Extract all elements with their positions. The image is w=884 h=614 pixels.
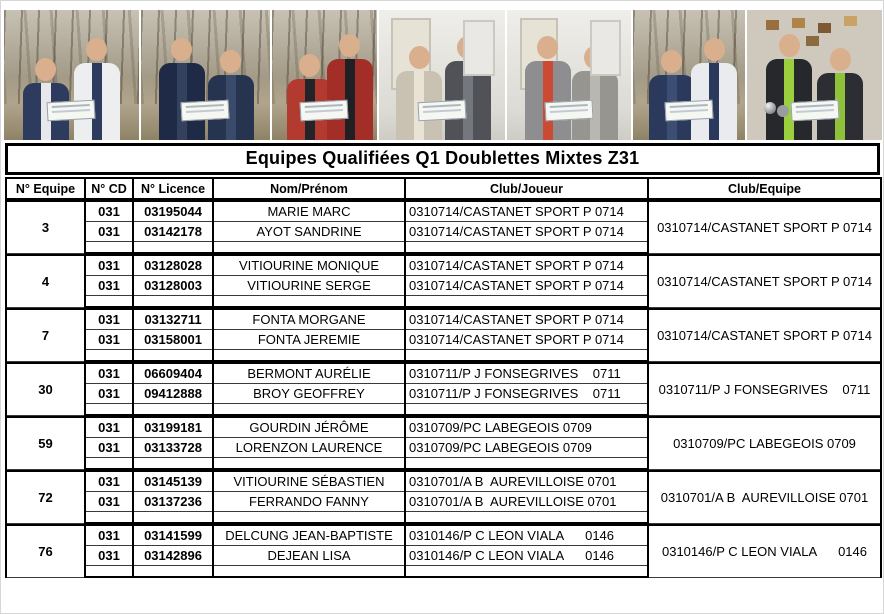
person-head	[661, 50, 682, 73]
team-number-cell: 4	[6, 255, 85, 307]
team-club-cell: 0310146/P C LEON VIALA 0146	[648, 525, 881, 577]
player-name-cell: FONTA JEREMIE	[213, 330, 405, 350]
player-club-cell: 0310146/P C LEON VIALA 0146	[405, 525, 648, 546]
photo-winners-6	[633, 10, 746, 140]
document-title: Equipes Qualifiées Q1 Doublettes Mixtes Z31	[5, 143, 880, 175]
player-row	[6, 525, 881, 546]
photo-winners-3	[272, 10, 377, 140]
empty-cell	[85, 566, 133, 578]
player-licence-cell: 03142178	[133, 222, 213, 242]
photo-winners-5	[507, 10, 631, 140]
player-cd-cell: 031	[85, 525, 133, 546]
player-row	[6, 363, 881, 384]
empty-cell	[213, 404, 405, 416]
team-number-cell: 72	[6, 471, 85, 523]
player-cd-cell: 031	[85, 309, 133, 330]
empty-cell	[405, 512, 648, 524]
photo-winners-2	[141, 10, 271, 140]
person-head	[584, 46, 605, 69]
empty-cell	[405, 296, 648, 308]
player-cd-cell: 031	[85, 276, 133, 296]
player-name-cell: LORENZON LAURENCE	[213, 438, 405, 458]
prize-cheque	[181, 100, 230, 121]
player-cd-cell: 031	[85, 363, 133, 384]
player-name-cell: AYOT SANDRINE	[213, 222, 405, 242]
empty-cell	[213, 512, 405, 524]
player-row	[6, 309, 881, 330]
player-club-cell: 0310701/A B AUREVILLOISE 0701	[405, 471, 648, 492]
player-licence-cell: 03128003	[133, 276, 213, 296]
player-licence-cell: 03142896	[133, 546, 213, 566]
player-name-cell: BROY GEOFFREY	[213, 384, 405, 404]
empty-cell	[133, 458, 213, 470]
photo-winners-7	[747, 10, 882, 140]
team-block	[5, 470, 882, 524]
player-club-cell: 0310711/P J FONSEGRIVES 0711	[405, 363, 648, 384]
person-silhouette-left	[649, 50, 695, 140]
person-silhouette-right	[817, 48, 863, 140]
person-silhouette-left	[766, 34, 812, 140]
player-club-cell: 0310146/P C LEON VIALA 0146	[405, 546, 648, 566]
player-licence-cell: 06609404	[133, 363, 213, 384]
empty-cell	[133, 350, 213, 362]
petanque-boules	[764, 102, 776, 114]
player-licence-cell: 03158001	[133, 330, 213, 350]
team-club-cell: 0310701/A B AUREVILLOISE 0701	[648, 471, 881, 523]
person-head	[86, 38, 107, 61]
person-head	[409, 46, 430, 69]
empty-cell	[405, 242, 648, 254]
player-licence-cell: 03132711	[133, 309, 213, 330]
person-head	[704, 38, 725, 61]
empty-cell	[213, 566, 405, 578]
person-silhouette-right	[691, 38, 737, 140]
empty-cell	[213, 242, 405, 254]
player-licence-cell: 03199181	[133, 417, 213, 438]
empty-cell	[213, 458, 405, 470]
team-club-cell: 0310714/CASTANET SPORT P 0714	[648, 201, 881, 253]
player-licence-cell: 03128028	[133, 255, 213, 276]
prize-cheque	[418, 100, 467, 121]
player-cd-cell: 031	[85, 417, 133, 438]
person-head	[171, 38, 192, 61]
player-cd-cell: 031	[85, 546, 133, 566]
empty-cell	[85, 242, 133, 254]
table-header-row	[5, 177, 882, 200]
empty-cell	[405, 458, 648, 470]
person-head	[339, 34, 360, 57]
player-name-cell: VITIOURINE MONIQUE	[213, 255, 405, 276]
player-cd-cell: 031	[85, 255, 133, 276]
player-licence-cell: 03195044	[133, 201, 213, 222]
player-club-cell: 0310714/CASTANET SPORT P 0714	[405, 276, 648, 296]
player-cd-cell: 031	[85, 222, 133, 242]
person-head	[220, 50, 241, 73]
person-silhouette-right	[74, 38, 120, 140]
person-silhouette-right	[327, 34, 373, 140]
person-silhouette-left	[159, 38, 205, 140]
player-club-cell: 0310714/CASTANET SPORT P 0714	[405, 201, 648, 222]
empty-cell	[85, 458, 133, 470]
player-club-cell: 0310709/PC LABEGEOIS 0709	[405, 438, 648, 458]
header-licence-number: N° Licence	[133, 178, 213, 199]
player-club-cell: 0310711/P J FONSEGRIVES 0711	[405, 384, 648, 404]
empty-cell	[133, 512, 213, 524]
photo-strip	[4, 10, 882, 140]
photo-winners-1	[4, 10, 139, 140]
prize-cheque	[790, 100, 839, 121]
person-silhouette-left	[23, 58, 69, 140]
team-number-cell: 59	[6, 417, 85, 469]
team-number-cell: 76	[6, 525, 85, 577]
team-block	[5, 362, 882, 416]
team-club-cell: 0310714/CASTANET SPORT P 0714	[648, 309, 881, 361]
player-club-cell: 0310714/CASTANET SPORT P 0714	[405, 255, 648, 276]
player-name-cell: VITIOURINE SERGE	[213, 276, 405, 296]
player-name-cell: FERRANDO FANNY	[213, 492, 405, 512]
prize-cheque	[300, 100, 349, 121]
team-block	[5, 254, 882, 308]
player-club-cell: 0310714/CASTANET SPORT P 0714	[405, 309, 648, 330]
player-row	[6, 255, 881, 276]
empty-cell	[405, 566, 648, 578]
player-row	[6, 471, 881, 492]
player-licence-cell: 09412888	[133, 384, 213, 404]
person-silhouette-right	[208, 50, 254, 140]
team-number-cell: 3	[6, 201, 85, 253]
team-club-cell: 0310714/CASTANET SPORT P 0714	[648, 255, 881, 307]
person-silhouette-left	[396, 46, 442, 140]
person-head	[299, 54, 320, 77]
person-head	[35, 58, 56, 81]
player-licence-cell: 03137236	[133, 492, 213, 512]
person-silhouette-right	[445, 36, 491, 140]
team-club-cell: 0310711/P J FONSEGRIVES 0711	[648, 363, 881, 415]
player-name-cell: DELCUNG JEAN-BAPTISTE	[213, 525, 405, 546]
team-block	[5, 524, 882, 578]
player-cd-cell: 031	[85, 330, 133, 350]
player-name-cell: DEJEAN LISA	[213, 546, 405, 566]
player-name-cell: GOURDIN JÉRÔME	[213, 417, 405, 438]
player-licence-cell: 03141599	[133, 525, 213, 546]
prize-cheque	[545, 100, 594, 121]
player-name-cell: FONTA MORGANE	[213, 309, 405, 330]
empty-cell	[85, 512, 133, 524]
player-licence-cell: 03133728	[133, 438, 213, 458]
empty-cell	[213, 350, 405, 362]
prize-cheque	[665, 100, 714, 121]
photo-winners-4	[379, 10, 506, 140]
player-cd-cell: 031	[85, 438, 133, 458]
player-cd-cell: 031	[85, 492, 133, 512]
header-player-name: Nom/Prénom	[213, 178, 405, 199]
empty-cell	[85, 404, 133, 416]
player-row	[6, 201, 881, 222]
person-head	[830, 48, 851, 71]
person-jacket	[766, 59, 812, 140]
header-team-number: N° Equipe	[6, 178, 85, 199]
person-silhouette-left	[525, 36, 571, 140]
player-club-cell: 0310701/A B AUREVILLOISE 0701	[405, 492, 648, 512]
player-name-cell: MARIE MARC	[213, 201, 405, 222]
person-head	[779, 34, 800, 57]
person-head	[537, 36, 558, 59]
player-cd-cell: 031	[85, 471, 133, 492]
person-head	[457, 36, 478, 59]
player-club-cell: 0310714/CASTANET SPORT P 0714	[405, 330, 648, 350]
team-block	[5, 308, 882, 362]
header-club-team: Club/Equipe	[648, 178, 881, 199]
player-name-cell: VITIOURINE SÉBASTIEN	[213, 471, 405, 492]
player-club-cell: 0310709/PC LABEGEOIS 0709	[405, 417, 648, 438]
team-number-cell: 7	[6, 309, 85, 361]
empty-cell	[213, 296, 405, 308]
player-club-cell: 0310714/CASTANET SPORT P 0714	[405, 222, 648, 242]
header-club-player: Club/Joueur	[405, 178, 648, 199]
empty-cell	[133, 296, 213, 308]
empty-cell	[133, 404, 213, 416]
prize-cheque	[47, 100, 96, 121]
team-block	[5, 200, 882, 254]
player-cd-cell: 031	[85, 201, 133, 222]
player-licence-cell: 03145139	[133, 471, 213, 492]
empty-cell	[405, 404, 648, 416]
team-club-cell: 0310709/PC LABEGEOIS 0709	[648, 417, 881, 469]
empty-cell	[85, 296, 133, 308]
header-cd-number: N° CD	[85, 178, 133, 199]
player-row	[6, 417, 881, 438]
empty-cell	[133, 566, 213, 578]
empty-cell	[85, 350, 133, 362]
team-number-cell: 30	[6, 363, 85, 415]
results-table-area	[5, 143, 880, 578]
player-cd-cell: 031	[85, 384, 133, 404]
player-name-cell: BERMONT AURÉLIE	[213, 363, 405, 384]
empty-cell	[133, 242, 213, 254]
teams-container	[5, 200, 880, 578]
empty-cell	[405, 350, 648, 362]
person-silhouette-right	[572, 46, 618, 140]
team-block	[5, 416, 882, 470]
